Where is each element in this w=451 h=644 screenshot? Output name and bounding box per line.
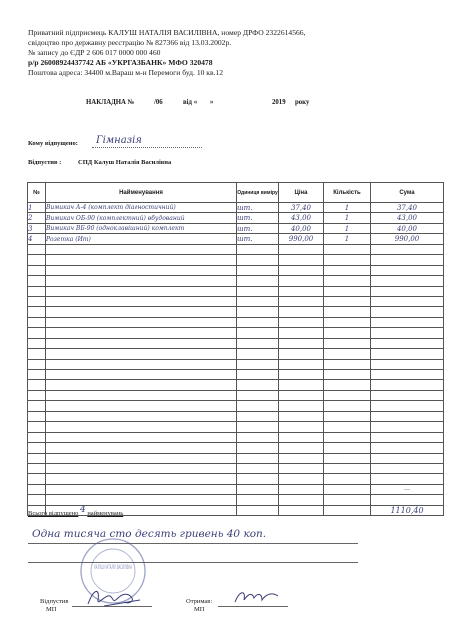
table-cell-item-sum (371, 463, 444, 473)
table-cell-item-unit (237, 255, 279, 265)
table-cell-item-name (46, 338, 237, 348)
table-cell-item-sum (371, 307, 444, 317)
recipient-underline (92, 147, 202, 148)
table-cell-item-name (46, 286, 237, 296)
table-row (28, 307, 444, 317)
table-cell-item-name (46, 411, 237, 421)
table-cell-item-unit: шт. (237, 234, 279, 244)
table-cell-item-price (279, 255, 324, 265)
table-cell-item-unit (237, 265, 279, 275)
table-cell-row-number (28, 484, 46, 494)
table-cell-row-number: 2 (28, 213, 46, 223)
table-cell-item-quantity (324, 390, 371, 400)
table-cell-item-price (279, 244, 324, 254)
table-cell-item-sum (371, 338, 444, 348)
table-cell-item-name (46, 401, 237, 411)
table-cell-item-unit (237, 411, 279, 421)
table-row (28, 296, 444, 306)
invoice-year-word: року (295, 99, 310, 106)
table-cell-item-name (46, 265, 237, 275)
table-cell-item-unit (237, 432, 279, 442)
col-header-quantity: Кількість (324, 183, 371, 203)
table-row (28, 401, 444, 411)
col-header-unit: Одиниця виміру (237, 183, 279, 203)
table-row (28, 203, 444, 213)
table-cell-item-name (46, 380, 237, 390)
table-cell-item-price: 37,40 (279, 203, 324, 213)
table-cell-item-unit (237, 328, 279, 338)
table-cell-item-quantity (324, 505, 371, 515)
table-cell-item-name (46, 328, 237, 338)
table-cell-item-name: Вимикач ОБ-90 (комплектний) вбудований (46, 213, 237, 223)
count-suffix: найменувань (87, 510, 124, 517)
table-cell-item-name (46, 390, 237, 400)
table-cell-item-price (279, 296, 324, 306)
header-line-2: свідоцтво про державну реєстрацію № 827366 від 13.03.2002р. (28, 38, 232, 47)
table-cell-item-name (46, 255, 237, 265)
table-cell-item-sum: 990,00 (371, 234, 444, 244)
table-cell-item-unit: шт. (237, 203, 279, 213)
table-cell-item-sum (371, 474, 444, 484)
table-cell-item-name (46, 463, 237, 473)
table-cell-item-quantity (324, 484, 371, 494)
table-cell-item-quantity (324, 276, 371, 286)
table-cell-item-unit (237, 390, 279, 400)
table-cell-item-quantity (324, 463, 371, 473)
table-cell-item-price: 990,00 (279, 234, 324, 244)
table-cell-item-sum (371, 432, 444, 442)
table-row (28, 495, 444, 505)
table-cell-row-number (28, 286, 46, 296)
col-header-price: Ціна (279, 183, 324, 203)
table-cell-row-number (28, 317, 46, 327)
table-cell-item-sum: 43,00 (371, 213, 444, 223)
table-row (28, 432, 444, 442)
table-cell-item-unit (237, 495, 279, 505)
received-signature (232, 586, 282, 608)
table-cell-item-unit (237, 453, 279, 463)
stamp-text: КАЛУШ НАТАЛІЯ ВАСИЛІВНА (94, 564, 133, 571)
table-cell-item-name (46, 422, 237, 432)
table-cell-item-name: Розетка (Ит) (46, 234, 237, 244)
table-cell-item-unit (237, 401, 279, 411)
sender-label: Відпустив : (28, 159, 62, 166)
table-cell-item-name (46, 296, 237, 306)
table-row (28, 338, 444, 348)
table-cell-item-name (46, 359, 237, 369)
table-cell-item-price (279, 505, 324, 515)
table-cell-item-unit (237, 276, 279, 286)
table-cell-item-unit (237, 286, 279, 296)
table-cell-row-number (28, 276, 46, 286)
table-cell-item-quantity (324, 370, 371, 380)
invoice-date-close: » (210, 99, 214, 106)
table-cell-row-number: 1 (28, 203, 46, 213)
table-cell-item-price: 43,00 (279, 213, 324, 223)
table-cell-row-number (28, 328, 46, 338)
table-cell-item-name (46, 307, 237, 317)
table-cell-item-quantity (324, 443, 371, 453)
table-cell-item-sum (371, 453, 444, 463)
table-cell-item-price (279, 349, 324, 359)
table-cell-item-quantity (324, 349, 371, 359)
table-row (28, 317, 444, 327)
table-cell-row-number (28, 349, 46, 359)
table-cell-item-sum: 1110,40 (371, 505, 444, 515)
header-line-3: № запису до ЄДР 2 606 017 0000 000 460 (28, 48, 161, 57)
table-cell-item-quantity (324, 317, 371, 327)
table-cell-item-sum (371, 328, 444, 338)
table-cell-item-quantity (324, 411, 371, 421)
table-cell-item-quantity (324, 401, 371, 411)
table-cell-item-price (279, 443, 324, 453)
table-cell-row-number (28, 359, 46, 369)
recipient-label: Кому відпущено: (28, 140, 78, 147)
table-cell-row-number (28, 255, 46, 265)
table-cell-item-price (279, 432, 324, 442)
table-cell-row-number (28, 380, 46, 390)
table-cell-item-quantity (324, 255, 371, 265)
table-row (28, 223, 444, 233)
table-row (28, 422, 444, 432)
table-cell-item-sum (371, 255, 444, 265)
table-cell-item-sum (371, 495, 444, 505)
table-row (28, 286, 444, 296)
table-row (28, 255, 444, 265)
table-cell-item-sum (371, 286, 444, 296)
table-row (28, 359, 444, 369)
received-mp: МП (194, 606, 205, 613)
table-cell-item-quantity (324, 307, 371, 317)
table-cell-item-sum (371, 359, 444, 369)
table-cell-item-quantity (324, 338, 371, 348)
table-cell-item-price (279, 265, 324, 275)
table-row (28, 474, 444, 484)
table-cell-item-unit (237, 443, 279, 453)
table-cell-item-quantity (324, 495, 371, 505)
table-cell-item-price (279, 495, 324, 505)
header-line-4: р/р 26008924437742 АБ «УКРГАЗБАНК» МФО 320478 (28, 58, 213, 67)
table-cell-item-price (279, 328, 324, 338)
table-cell-item-sum (371, 411, 444, 421)
table-cell-item-name (46, 244, 237, 254)
count-label (28, 505, 124, 518)
table-cell-item-name (46, 484, 237, 494)
table-cell-item-sum (371, 380, 444, 390)
table-row (28, 484, 444, 494)
table-cell-item-quantity (324, 422, 371, 432)
issued-label: Відпустив (40, 598, 69, 605)
table-cell-item-sum (371, 317, 444, 327)
table-cell-item-quantity (324, 296, 371, 306)
table-cell-item-price (279, 286, 324, 296)
table-cell-item-unit (237, 359, 279, 369)
table-row (28, 244, 444, 254)
table-cell-item-quantity (324, 432, 371, 442)
table-cell-row-number (28, 463, 46, 473)
table-cell-item-sum (371, 349, 444, 359)
table-cell-item-unit (237, 484, 279, 494)
table-cell-item-price (279, 390, 324, 400)
issued-signature (84, 586, 144, 610)
table-cell-item-name: Вимикач ВБ-90 (одноклавішний) комплект (46, 223, 237, 233)
table-row (28, 463, 444, 473)
table-cell-row-number (28, 422, 46, 432)
table-cell-item-name: Вимикач А-4 (комплект діагностичний) (46, 203, 237, 213)
table-cell-item-unit (237, 422, 279, 432)
table-cell-item-quantity: 1 (324, 213, 371, 223)
table-cell-item-name (46, 474, 237, 484)
table-cell-item-quantity (324, 380, 371, 390)
table-cell-item-quantity (324, 328, 371, 338)
table-cell-item-name (46, 453, 237, 463)
table-cell-item-unit (237, 317, 279, 327)
table-cell-item-unit (237, 380, 279, 390)
table-cell-row-number (28, 244, 46, 254)
count-value: 4 (79, 505, 86, 515)
table-cell-item-sum (371, 422, 444, 432)
table-cell-item-name (46, 370, 237, 380)
table-cell-item-unit: шт. (237, 213, 279, 223)
invoice-number: /06 (154, 99, 163, 106)
table-cell-item-price (279, 359, 324, 369)
col-header-number: № (28, 183, 46, 203)
table-row (28, 370, 444, 380)
col-header-name: Найменування (46, 183, 237, 203)
table-cell-item-quantity (324, 474, 371, 484)
received-label: Отримав: (186, 598, 213, 605)
table-cell-item-price (279, 401, 324, 411)
table-cell-item-unit (237, 338, 279, 348)
table-cell-row-number (28, 265, 46, 275)
table-cell-item-unit (237, 505, 279, 515)
table-cell-row-number (28, 443, 46, 453)
table-cell-item-sum: — (371, 484, 444, 494)
table-cell-item-quantity (324, 244, 371, 254)
table-cell-item-unit (237, 370, 279, 380)
invoice-label: НАКЛАДНА № (86, 99, 135, 106)
table-cell-item-unit (237, 474, 279, 484)
issued-mp: МП (46, 606, 57, 613)
table-cell-row-number (28, 370, 46, 380)
table-cell-item-name (46, 443, 237, 453)
table-cell-item-price (279, 453, 324, 463)
table-cell-item-price (279, 380, 324, 390)
table-cell-item-unit: шт. (237, 223, 279, 233)
invoice-date-from: від « (183, 99, 198, 106)
items-table (27, 182, 444, 516)
table-cell-item-price (279, 317, 324, 327)
header-line-1: Приватний підприємець КАЛУШ НАТАЛІЯ ВАСИЛІВНА, номер ДРФО 2322614566, (28, 28, 306, 37)
table-cell-item-sum (371, 296, 444, 306)
table-cell-item-quantity: 1 (324, 203, 371, 213)
table-cell-row-number (28, 296, 46, 306)
table-cell-item-price (279, 474, 324, 484)
table-cell-item-quantity (324, 265, 371, 275)
table-cell-item-unit (237, 307, 279, 317)
sum-in-words: Одна тисяча сто десять гривень 40 коп. (32, 528, 267, 540)
table-cell-item-sum (371, 276, 444, 286)
table-header-row (28, 183, 444, 203)
table-cell-item-name (46, 432, 237, 442)
table-cell-item-price (279, 411, 324, 421)
table-cell-item-name (46, 317, 237, 327)
table-row (28, 349, 444, 359)
recipient-value: Гімназія (96, 135, 142, 146)
table-cell-item-price (279, 370, 324, 380)
table-cell-row-number (28, 390, 46, 400)
table-cell-item-price (279, 484, 324, 494)
sender-value: СПД Калуш Наталія Василівна (78, 159, 172, 166)
table-cell-item-quantity: 1 (324, 223, 371, 233)
count-label-text: Всього відпущено (28, 510, 79, 517)
table-cell-item-sum (371, 244, 444, 254)
table-cell-item-name (46, 349, 237, 359)
table-row (28, 234, 444, 244)
table-cell-item-quantity (324, 359, 371, 369)
table-cell-item-quantity (324, 286, 371, 296)
table-cell-row-number (28, 401, 46, 411)
table-cell-item-quantity (324, 453, 371, 463)
table-cell-row-number (28, 338, 46, 348)
table-cell-row-number: 4 (28, 234, 46, 244)
table-cell-row-number (28, 307, 46, 317)
table-cell-item-price (279, 463, 324, 473)
table-row (28, 328, 444, 338)
table-cell-item-price: 40,00 (279, 223, 324, 233)
table-cell-row-number (28, 453, 46, 463)
table-cell-row-number: 3 (28, 223, 46, 233)
table-row (28, 390, 444, 400)
header-line-5: Поштова адреса: 34400 м.Вараш м-н Перемоги буд. 10 кв.12 (28, 68, 224, 77)
table-cell-item-price (279, 307, 324, 317)
table-cell-item-sum (371, 390, 444, 400)
table-row (28, 276, 444, 286)
table-cell-item-name (46, 276, 237, 286)
table-row (28, 213, 444, 223)
table-cell-row-number (28, 411, 46, 421)
table-cell-item-price (279, 276, 324, 286)
table-row (28, 453, 444, 463)
table-cell-row-number (28, 432, 46, 442)
table-cell-item-price (279, 338, 324, 348)
table-cell-item-unit (237, 349, 279, 359)
table-cell-item-sum (371, 401, 444, 411)
invoice-year: 2019 (272, 99, 286, 106)
table-cell-item-sum (371, 443, 444, 453)
table-cell-item-price (279, 422, 324, 432)
table-cell-item-quantity: 1 (324, 234, 371, 244)
table-cell-item-unit (237, 463, 279, 473)
table-cell-item-sum (371, 370, 444, 380)
table-cell-row-number (28, 495, 46, 505)
table-cell-row-number (28, 474, 46, 484)
table-cell-item-sum: 37,40 (371, 203, 444, 213)
table-cell-item-name (46, 495, 237, 505)
table-cell-item-sum (371, 265, 444, 275)
table-row (28, 380, 444, 390)
table-row (28, 443, 444, 453)
table-row (28, 265, 444, 275)
table-cell-item-unit (237, 244, 279, 254)
table-cell-item-unit (237, 296, 279, 306)
col-header-sum: Сума (371, 183, 444, 203)
table-cell-item-sum: 40,00 (371, 223, 444, 233)
table-row (28, 411, 444, 421)
